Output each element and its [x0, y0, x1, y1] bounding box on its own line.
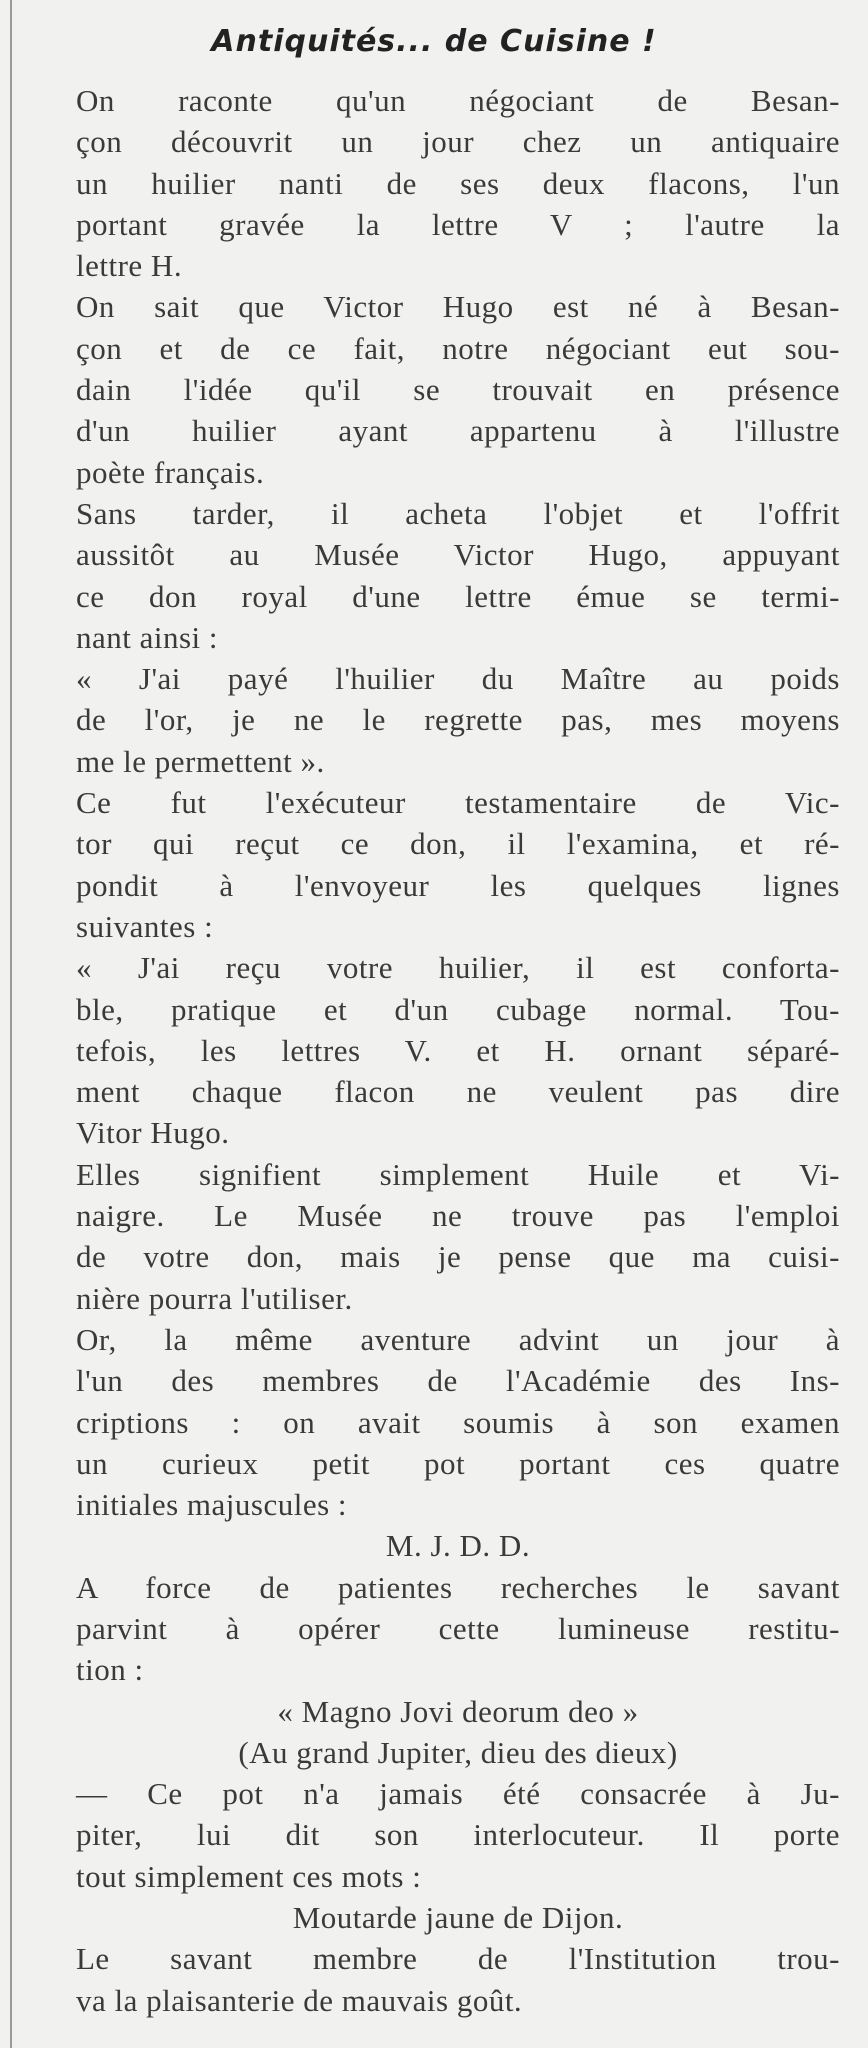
column-rule: [10, 0, 12, 2048]
text-line: ce don royal d'une lettre émue se termi-: [76, 578, 840, 614]
text-line: M. J. D. D.: [385, 1528, 531, 1564]
text-line: « J'ai payé l'huilier du Maître au poids: [76, 661, 840, 697]
text-line: tor qui reçut ce don, il l'examina, et ré-: [76, 826, 840, 862]
text-line: — Ce pot n'a jamais été consacrée à Ju-: [76, 1776, 840, 1812]
article-body: [76, 80, 840, 2021]
text-line: Ce fut l'exécuteur testamentaire de Vic-: [76, 785, 840, 821]
text-line: tout simplement ces mots :: [76, 1858, 422, 1894]
text-line: portant gravée la lettre V ; l'autre la: [76, 206, 840, 242]
text-line: Elles signifient simplement Huile et Vi-: [76, 1156, 840, 1192]
text-line: nière pourra l'utiliser.: [76, 1280, 353, 1316]
text-line: Le savant membre de l'Institution trou-: [76, 1941, 840, 1977]
text-line: On raconte qu'un négociant de Besan-: [76, 83, 840, 118]
text-line: Or, la même aventure advint un jour à: [76, 1321, 840, 1357]
text-line: de votre don, mais je pense que ma cuisi-: [76, 1239, 840, 1275]
article-title: Antiquités... de Cuisine !: [211, 24, 657, 59]
text-line: çon et de ce fait, notre négociant eut sou-: [76, 330, 840, 366]
text-line: çon découvrit un jour chez un antiquaire: [76, 124, 840, 160]
text-line: un huilier nanti de ses deux flacons, l'un: [76, 165, 840, 201]
text-line: piter, lui dit son interlocuteur. Il porte: [76, 1817, 840, 1853]
text-line: « J'ai reçu votre huilier, il est conforta-: [76, 950, 840, 986]
text-line: l'un des membres de l'Académie des Ins-: [76, 1363, 840, 1399]
text-line: pondit à l'envoyeur les quelques lignes: [76, 867, 840, 903]
text-line: un curieux petit pot portant ces quatre: [76, 1445, 840, 1481]
text-line: (Au grand Jupiter, dieu des dieux): [238, 1734, 678, 1770]
text-line: dain l'idée qu'il se trouvait en présence: [76, 372, 840, 408]
text-line: Moutarde jaune de Dijon.: [292, 1900, 624, 1936]
text-line: Sans tarder, il acheta l'objet et l'offrit: [76, 495, 840, 531]
text-line: aussitôt au Musée Victor Hugo, appuyant: [76, 537, 840, 573]
text-line: lettre H.: [76, 248, 183, 284]
text-line: Vitor Hugo.: [76, 1115, 230, 1151]
text-line: nant ainsi :: [76, 619, 219, 655]
text-line: me le permettent ».: [76, 743, 325, 779]
text-line: parvint à opérer cette lumineuse restitu-: [76, 1610, 840, 1646]
text-line: de l'or, je ne le regrette pas, mes moyens: [76, 702, 840, 738]
text-line: A force de patientes recherches le savant: [76, 1569, 840, 1605]
text-line: tefois, les lettres V. et H. ornant séparé-: [76, 1032, 840, 1068]
text-line: On sait que Victor Hugo est né à Besan-: [76, 289, 840, 325]
text-line: ble, pratique et d'un cubage normal. Tou-: [76, 991, 840, 1027]
text-line: « Magno Jovi deorum deo »: [277, 1693, 639, 1729]
text-line: initiales majuscules :: [76, 1487, 348, 1523]
text-line: tion :: [76, 1652, 144, 1688]
text-line: suivantes :: [76, 908, 214, 944]
text-line: naigre. Le Musée ne trouve pas l'emploi: [76, 1198, 840, 1234]
text-line: d'un huilier ayant appartenu à l'illustre: [76, 413, 840, 449]
text-line: poète français.: [76, 454, 265, 490]
text-line: va la plaisanterie de mauvais goût.: [76, 1982, 523, 2018]
text-line: criptions : on avait soumis à son examen: [76, 1404, 840, 1440]
text-line: ment chaque flacon ne veulent pas dire: [76, 1074, 840, 1110]
